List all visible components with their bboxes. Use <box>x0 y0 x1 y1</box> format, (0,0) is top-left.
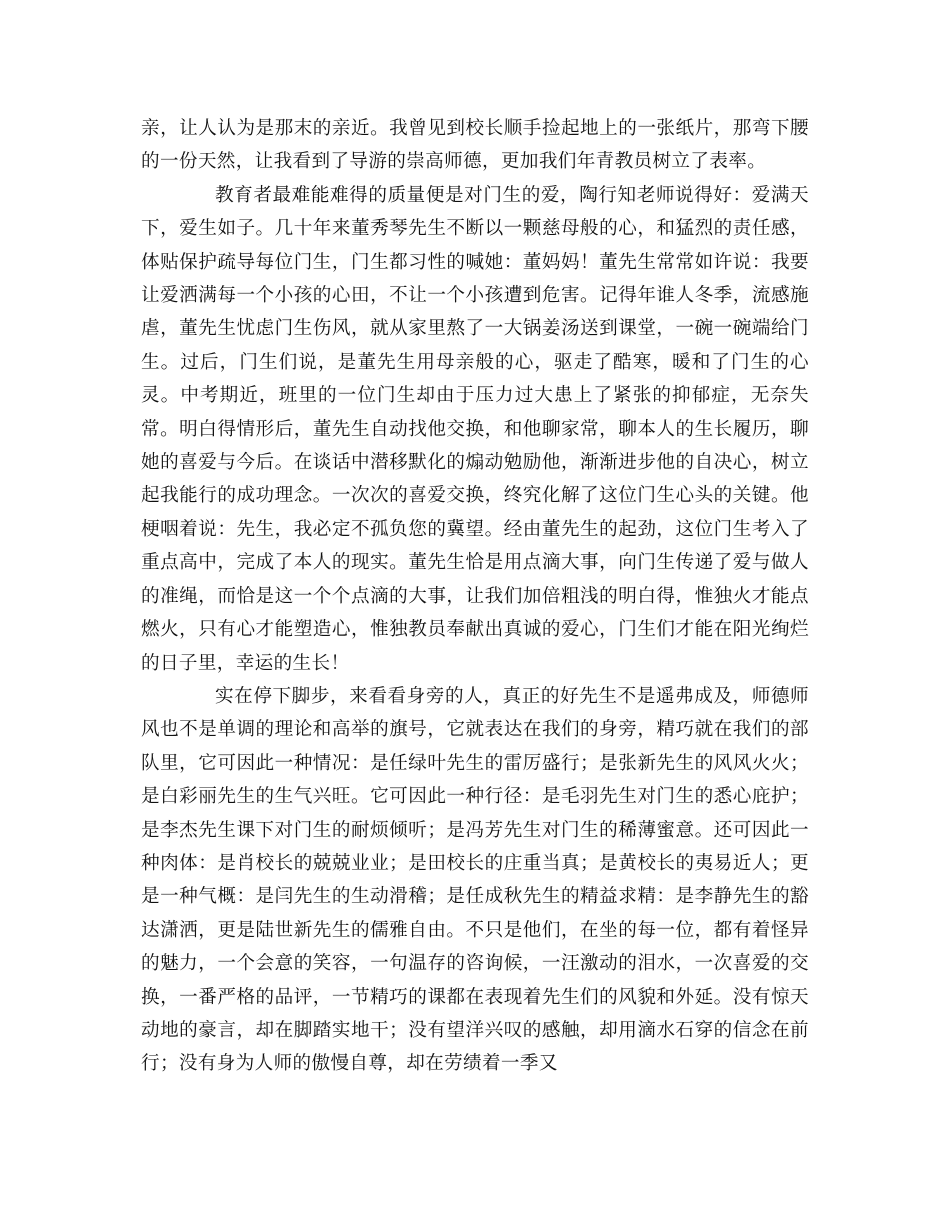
paragraph-teacher-love: 教育者最难能难得的质量便是对门生的爱，陶行知老师说得好：爱满天下，爱生如子。几十年来董秀琴先生不断以一颗慈母般的心，和猛烈的责任感，体贴保护疏导每位门生，门生都习性的喊她：董妈妈！董先生常常如许说：我要让爱洒满每一个小孩的心田，不让一个小孩遭到危害。记得年谁人冬季，流感施虐，董先生忧虑门生伤风，就从家里熬了一大锅姜汤送到课堂，一碗一碗端给门生。过后，门生们说，是董先生用母亲般的心，驱走了酷寒，暖和了门生的心灵。中考期近，班里的一位门生却由于压力过大患上了紧张的抑郁症，无奈失常。明白得情形后，董先生自动找他交换，和他聊家常，聊本人的生长履历，聊她的喜爱与今后。在谈话中潜移默化的煽动勉励他，渐渐进步他的自决心，树立起我能行的成功理念。一次次的喜爱交换，终究化解了这位门生心头的关键。他梗咽着说：先生，我必定不孤负您的冀望。经由董先生的起劲，这位门生考入了重点高中，完成了本人的现实。董先生恰是用点滴大事，向门生传递了爱与做人的准绳，而恰是这一个个点滴的大事，让我们加倍粗浅的明白得，惟独火才能点燃火，只有心才能塑造心，惟独教员奉献出真诚的爱心，门生们才能在阳光绚烂的日子里，幸运的生长！ <box>141 184 809 674</box>
document-body <box>141 112 809 1081</box>
paragraph-continuation: 亲，让人认为是那末的亲近。我曾见到校长顺手捡起地上的一张纸片，那弯下腰的一份天然，让我看到了导游的崇高师德，更加我们年青教员树立了表率。 <box>141 118 809 173</box>
paragraph-colleagues: 实在停下脚步，来看看身旁的人，真正的好先生不是遥弗成及，师德师风也不是单调的理论和高举的旗号，它就表达在我们的身旁，精巧就在我们的部队里，它可因此一种情况：是任绿叶先生的雷厉盛行；是张新先生的风风火火；是白彩丽先生的生气兴旺。它可因此一种行径：是毛羽先生对门生的悉心庇护；是李杰先生课下对门生的耐烦倾听；是冯芳先生对门生的稀薄蜜意。还可因此一种肉体：是肖校长的兢兢业业；是田校长的庄重当真；是黄校长的夷易近人；更是一种气概：是闫先生的生动滑稽；是任成秋先生的精益求精：是李静先生的豁达潇洒，更是陆世新先生的儒雅自由。不只是他们，在坐的每一位，都有着怪异的魅力，一个会意的笑容，一句温存的咨询候，一汪激动的泪水，一次喜爱的交换，一番严格的品评，一节精巧的课都在表现着先生们的风貌和外延。没有惊天动地的豪言，却在脚踏实地干；没有望洋兴叹的感触，却用滴水石穿的信念在前行；没有身为人师的傲慢自尊，却在劳绩着一季又 <box>141 685 809 1075</box>
